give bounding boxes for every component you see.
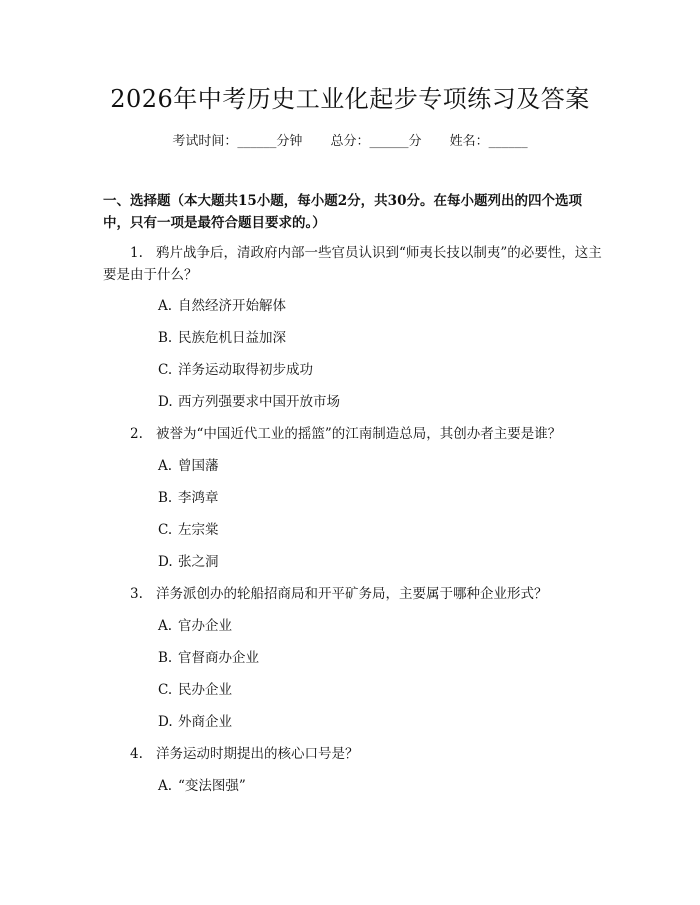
question-text: 被誉为“中国近代工业的摇篮”的江南制造总局，其创办者主要是谁？ (156, 426, 562, 442)
option-text: 洋务运动取得初步成功 (178, 362, 313, 378)
option-text: “变法图强” (178, 778, 246, 794)
question-number: 3. (130, 586, 143, 602)
exam-time: 考试时间：______分钟 (172, 134, 303, 149)
option-text: 民族危机日益加深 (178, 330, 286, 346)
option-letter: D. (158, 394, 173, 410)
question-text: 鸦片战争后，清政府内部一些官员认识到“师夷长技以制夷”的必要性，这主要是由于什么？ (103, 245, 602, 283)
option-1b (158, 327, 598, 349)
option-letter: C. (158, 522, 173, 538)
option-2a (158, 455, 598, 477)
question-4 (103, 743, 603, 765)
option-letter: B. (158, 650, 173, 666)
option-text: 外商企业 (178, 714, 232, 730)
option-2c (158, 519, 598, 541)
option-1d (158, 391, 598, 413)
option-text: 民办企业 (178, 682, 232, 698)
option-text: 官督商办企业 (178, 650, 259, 666)
option-3d (158, 711, 598, 733)
option-letter: D. (158, 714, 173, 730)
page-title: 2026年中考历史工业化起步专项练习及答案 (110, 85, 590, 113)
question-2 (103, 423, 603, 445)
option-text: 西方列强要求中国开放市场 (178, 394, 340, 410)
option-letter: C. (158, 682, 173, 698)
exam-score: 总分：______分 (330, 134, 422, 149)
option-text: 曾国藩 (178, 458, 219, 474)
option-letter: B. (158, 490, 173, 506)
question-number: 1. (130, 245, 143, 261)
option-text: 自然经济开始解体 (178, 298, 286, 314)
option-1a (158, 295, 598, 317)
question-1 (103, 242, 603, 286)
question-text: 洋务运动时期提出的核心口号是？ (156, 746, 359, 762)
option-text: 左宗棠 (178, 522, 219, 538)
option-3b (158, 647, 598, 669)
option-letter: A. (158, 298, 173, 314)
option-2b (158, 487, 598, 509)
exam-meta (0, 132, 700, 152)
option-text: 官办企业 (178, 618, 232, 634)
section-heading: 一、选择题（本大题共15小题，每小题2分，共30分。在每小题列出的四个选项中，只有一项是最符合题目要求的。） (103, 193, 582, 231)
question-3 (103, 583, 603, 605)
option-letter: A. (158, 618, 173, 634)
option-text: 张之洞 (178, 554, 219, 570)
option-2d (158, 551, 598, 573)
option-letter: C. (158, 362, 173, 378)
option-letter: D. (158, 554, 173, 570)
option-letter: A. (158, 458, 173, 474)
question-number: 4. (130, 746, 143, 762)
option-1c (158, 359, 598, 381)
option-text: 李鸿章 (178, 490, 219, 506)
option-letter: B. (158, 330, 173, 346)
option-letter: A. (158, 778, 173, 794)
option-4a (158, 775, 598, 797)
student-name: 姓名：______ (449, 134, 528, 149)
question-number: 2. (130, 426, 143, 442)
question-text: 洋务派创办的轮船招商局和开平矿务局，主要属于哪种企业形式？ (156, 586, 548, 602)
option-3c (158, 679, 598, 701)
option-3a (158, 615, 598, 637)
